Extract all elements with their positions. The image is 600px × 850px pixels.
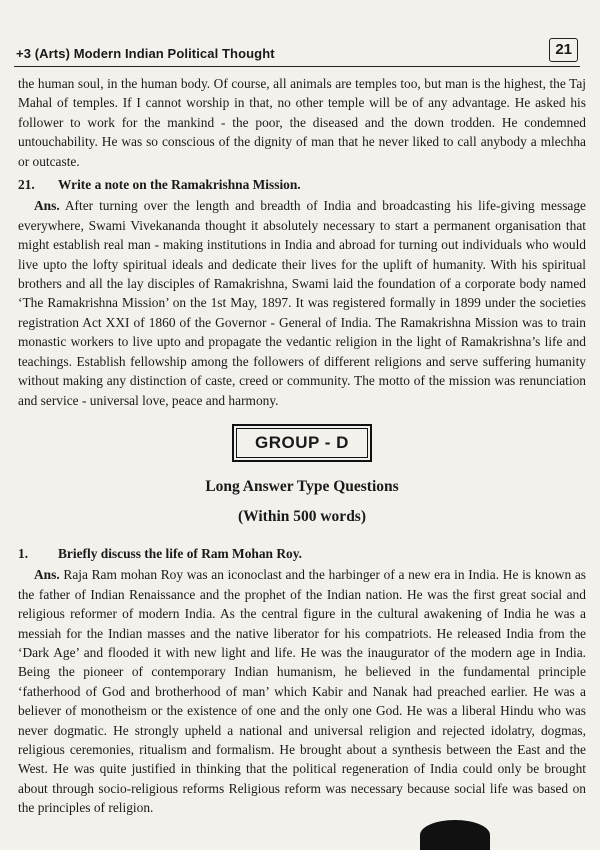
group-label: GROUP - D [236, 428, 368, 458]
answer-21 [18, 196, 586, 409]
answer-label: Ans. [34, 567, 60, 583]
question-text: Write a note on the Ramakrishna Mission. [58, 177, 301, 193]
intro-paragraph: the human soul, in the human body. Of course, all animals are temples too, but man is the highest, the Taj Mahal of temples. If I cannot worship in that, no other temple will be of any advantage. He asked his follower to work for the mankind - the poor, the diseased and the down trodden. He condemned untouchability. He was so conscious of the dignity of man that he never liked to call anybody a mlechha or outcaste. [18, 76, 586, 169]
answer-label: Ans. [34, 198, 60, 214]
question-number: 21. [18, 177, 35, 193]
question-1 [18, 544, 586, 563]
header-title: +3 (Arts) Modern Indian Political Thought [16, 46, 275, 61]
page-edge-shadow [420, 820, 490, 850]
question-21 [18, 175, 586, 194]
group-box [232, 424, 372, 462]
group-banner [18, 424, 586, 462]
section-heading: Long Answer Type Questions [205, 477, 399, 495]
answer-text: After turning over the length and breadth of India and broadcasting his life-giving message everywhere, Swami Vivekananda thought it absolutely necessary to start a permanent organisation that might establish real man - making institutions in India and abroad for turning out individuals who would live upto the lofty spiritual ideals and dedicate their lives for the uplift of humanity. With his spiritual brothers and all the lay disciples of Ramakrishna, Swami laid the foundation of a corporate body named ‘The Ramakrishna Mission’ on the 1st May, 1897. It was registered formally in 1899 under the societies registration Act XXI of 1860 of the Governor - General of India. The Ramakrishna Mission was to train monastic workers to live upto and propagate the vedantic religion in the light of Ramakrishna’s life and teachings. Establish fellowship among the followers of different religions and serve suffering humanity without making any distinction of caste, creed or community. The motto of the mission was renunciation and service - universal love, peace and harmony. [18, 198, 587, 408]
answer-1 [18, 565, 586, 817]
question-text: Briefly discuss the life of Ram Mohan Roy. [58, 545, 302, 561]
page-body [18, 74, 586, 818]
question-number: 1. [18, 545, 29, 561]
answer-text: Raja Ram mohan Roy was an iconoclast and the harbinger of a new era in India. He is known as the father of Indian Renaissance and the prophet of the Indian nation. He was the first great social and religious reformer of modern India. As the central figure in the cultural awakening of India he was a messiah for the Indian masses and the native liberator for his compatriots. He released India from the ‘Dark Age’ and flooded it with new light and life. He was the inaugurator of the modern age in India. Being the pioneer of contemporary Indian humanism, he believed in the fundamental principle ‘fatherhood of God and brotherhood of man’ which Kabir and Nanak had preached earlier. He was a believer of monotheism or the existence of one and the only one God. He was a liberal Hindu who was never dogmatic. He strongly upheld a national and universal religion and rejected idolatry, dogmas, religious ceremonies, ritualism and formalism. He brought about a synthesis between the East and the West. He was quite justified in thinking that the political regeneration of India could only be brought about through socio-religious reforms Religious reform was necessary because social life was based on the principles of religion. [18, 567, 586, 816]
running-header [14, 40, 580, 67]
section-subheading: (Within 500 words) [237, 507, 367, 525]
page-number: 21 [549, 38, 578, 62]
